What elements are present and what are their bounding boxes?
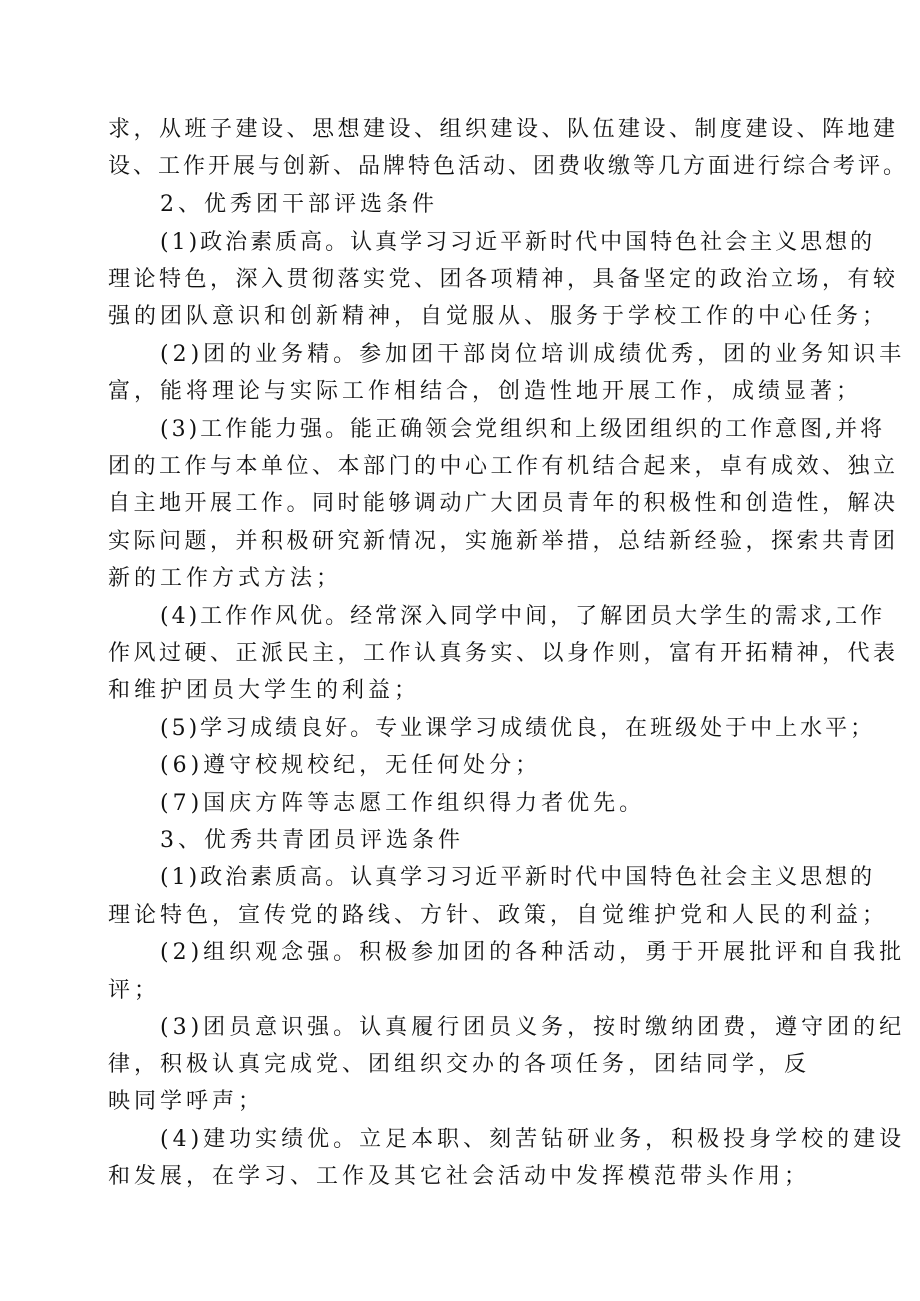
text-line: 设、工作开展与创新、品牌特色活动、团费收缴等几方面进行综合考评。	[108, 154, 909, 179]
text-line: (4)工作作风优。经常深入同学中间，了解团员大学生的需求,工作	[160, 604, 886, 629]
section-heading: 2、优秀团干部评选条件	[160, 192, 438, 217]
text-line: 理论特色，深入贯彻落实党、团各项精神，具备坚定的政治立场，有较	[108, 267, 899, 292]
text-line: 自主地开展工作。同时能够调动广大团员青年的积极性和创造性，解决	[108, 491, 899, 516]
text-line: 和维护团员大学生的利益；	[108, 678, 421, 703]
text-line: 映同学呼声；	[108, 1089, 265, 1114]
text-line: 富，能将理论与实际工作相结合，创造性地开展工作，成绩显著；	[108, 379, 863, 404]
text-line: 强的团队意识和创新精神，自觉服从、服务于学校工作的中心任务；	[108, 304, 889, 329]
text-line: (1)政治素质高。认真学习习近平新时代中国特色社会主义思想的	[160, 865, 876, 890]
text-line: 评；	[108, 978, 161, 1003]
text-line: (4)建功实绩优。立足本职、刻苦钻研业务，积极投身学校的建设	[160, 1127, 906, 1152]
text-line: (6)遵守校规校纪，无任何处分；	[160, 753, 542, 778]
text-line: 律，积极认真完成党、团组织交办的各项任务，团结同学，反	[108, 1052, 811, 1077]
text-line: 作风过硬、正派民主，工作认真务实、以身作则，富有开拓精神，代表	[108, 641, 899, 666]
text-line: (2)组织观念强。积极参加团的各种活动，勇于开展批评和自我批	[160, 940, 906, 965]
text-line: 理论特色，宣传党的路线、方针、政策，自觉维护党和人民的利益；	[108, 903, 889, 928]
text-line: (3)工作能力强。能正确领会党组织和上级团组织的工作意图,并将	[160, 417, 886, 442]
text-line: 新的工作方式方法；	[108, 566, 343, 591]
text-line: 团的工作与本单位、本部门的中心工作有机结合起来，卓有成效、独立	[108, 454, 899, 479]
text-line: 和发展，在学习、工作及其它社会活动中发挥模范带头作用；	[108, 1164, 811, 1189]
text-line: (1)政治素质高。认真学习习近平新时代中国特色社会主义思想的	[160, 230, 876, 255]
text-line: (2)团的业务精。参加团干部岗位培训成绩优秀，团的业务知识丰	[160, 342, 906, 367]
text-line: 实际问题，并积极研究新情况，实施新举措，总结新经验，探索共青团	[108, 529, 899, 554]
text-line: (5)学习成绩良好。专业课学习成绩优良，在班级处于中上水平；	[160, 716, 876, 741]
section-heading: 3、优秀共青团员评选条件	[160, 828, 464, 853]
text-line: (7)国庆方阵等志愿工作组织得力者优先。	[160, 791, 646, 816]
text-line: 求，从班子建设、思想建设、组织建设、队伍建设、制度建设、阵地建	[108, 117, 899, 142]
text-line: (3)团员意识强。认真履行团员义务，按时缴纳团费，遵守团的纪	[160, 1015, 906, 1040]
